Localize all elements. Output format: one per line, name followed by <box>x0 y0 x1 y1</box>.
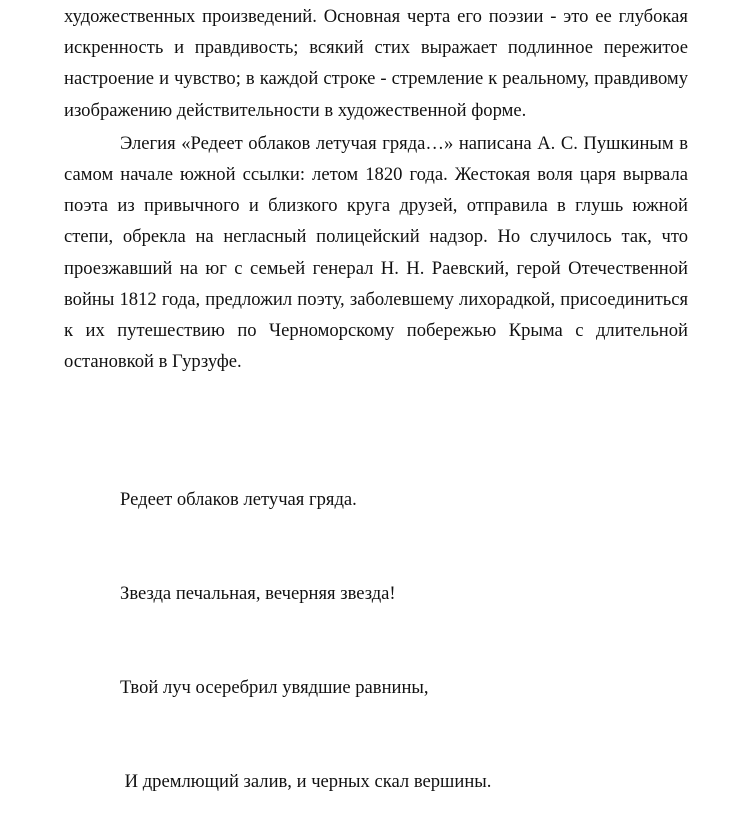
poem-line: Твой луч осеребрил увядшие равнины, <box>120 677 429 699</box>
poem-quote <box>120 421 491 829</box>
poem-line: Редеет облаков летучая гряда. <box>120 488 357 510</box>
paragraph-continuation: художественных произведений. Основная черта его поэзии - это ее глубокая искренность и правдивость; всякий стих выражает подлинное пережитое настроение и чувство; в каждой строке - стремление к реальному, правдивому изображению действительности в художественной форме. <box>64 6 688 121</box>
document-page <box>64 0 688 377</box>
poem-line: Звезда печальная, вечерняя звезда! <box>120 583 396 605</box>
paragraph-elegy-context: Элегия «Редеет облаков летучая гряда…» написана А. С. Пушкиным в самом начале южной ссылки: летом 1820 года. Жестокая воля царя вырвала поэта из привычного и близкого круга друзей, отправила в глушь южной степи, обрекла на негласный полицейский надзор. Но случилось так, что проезжавший на юг с семьей генерал Н. Н. Раевский, герой Отечественной войны 1812 года, предложил поэту, заболевшему лихорадкой, присоединиться к их путешествию по Черноморскому побережью Крыма с длительной остановкой в Гурзуфе. <box>64 132 688 373</box>
poem-line: И дремлющий залив, и черных скал вершины. <box>120 771 492 793</box>
